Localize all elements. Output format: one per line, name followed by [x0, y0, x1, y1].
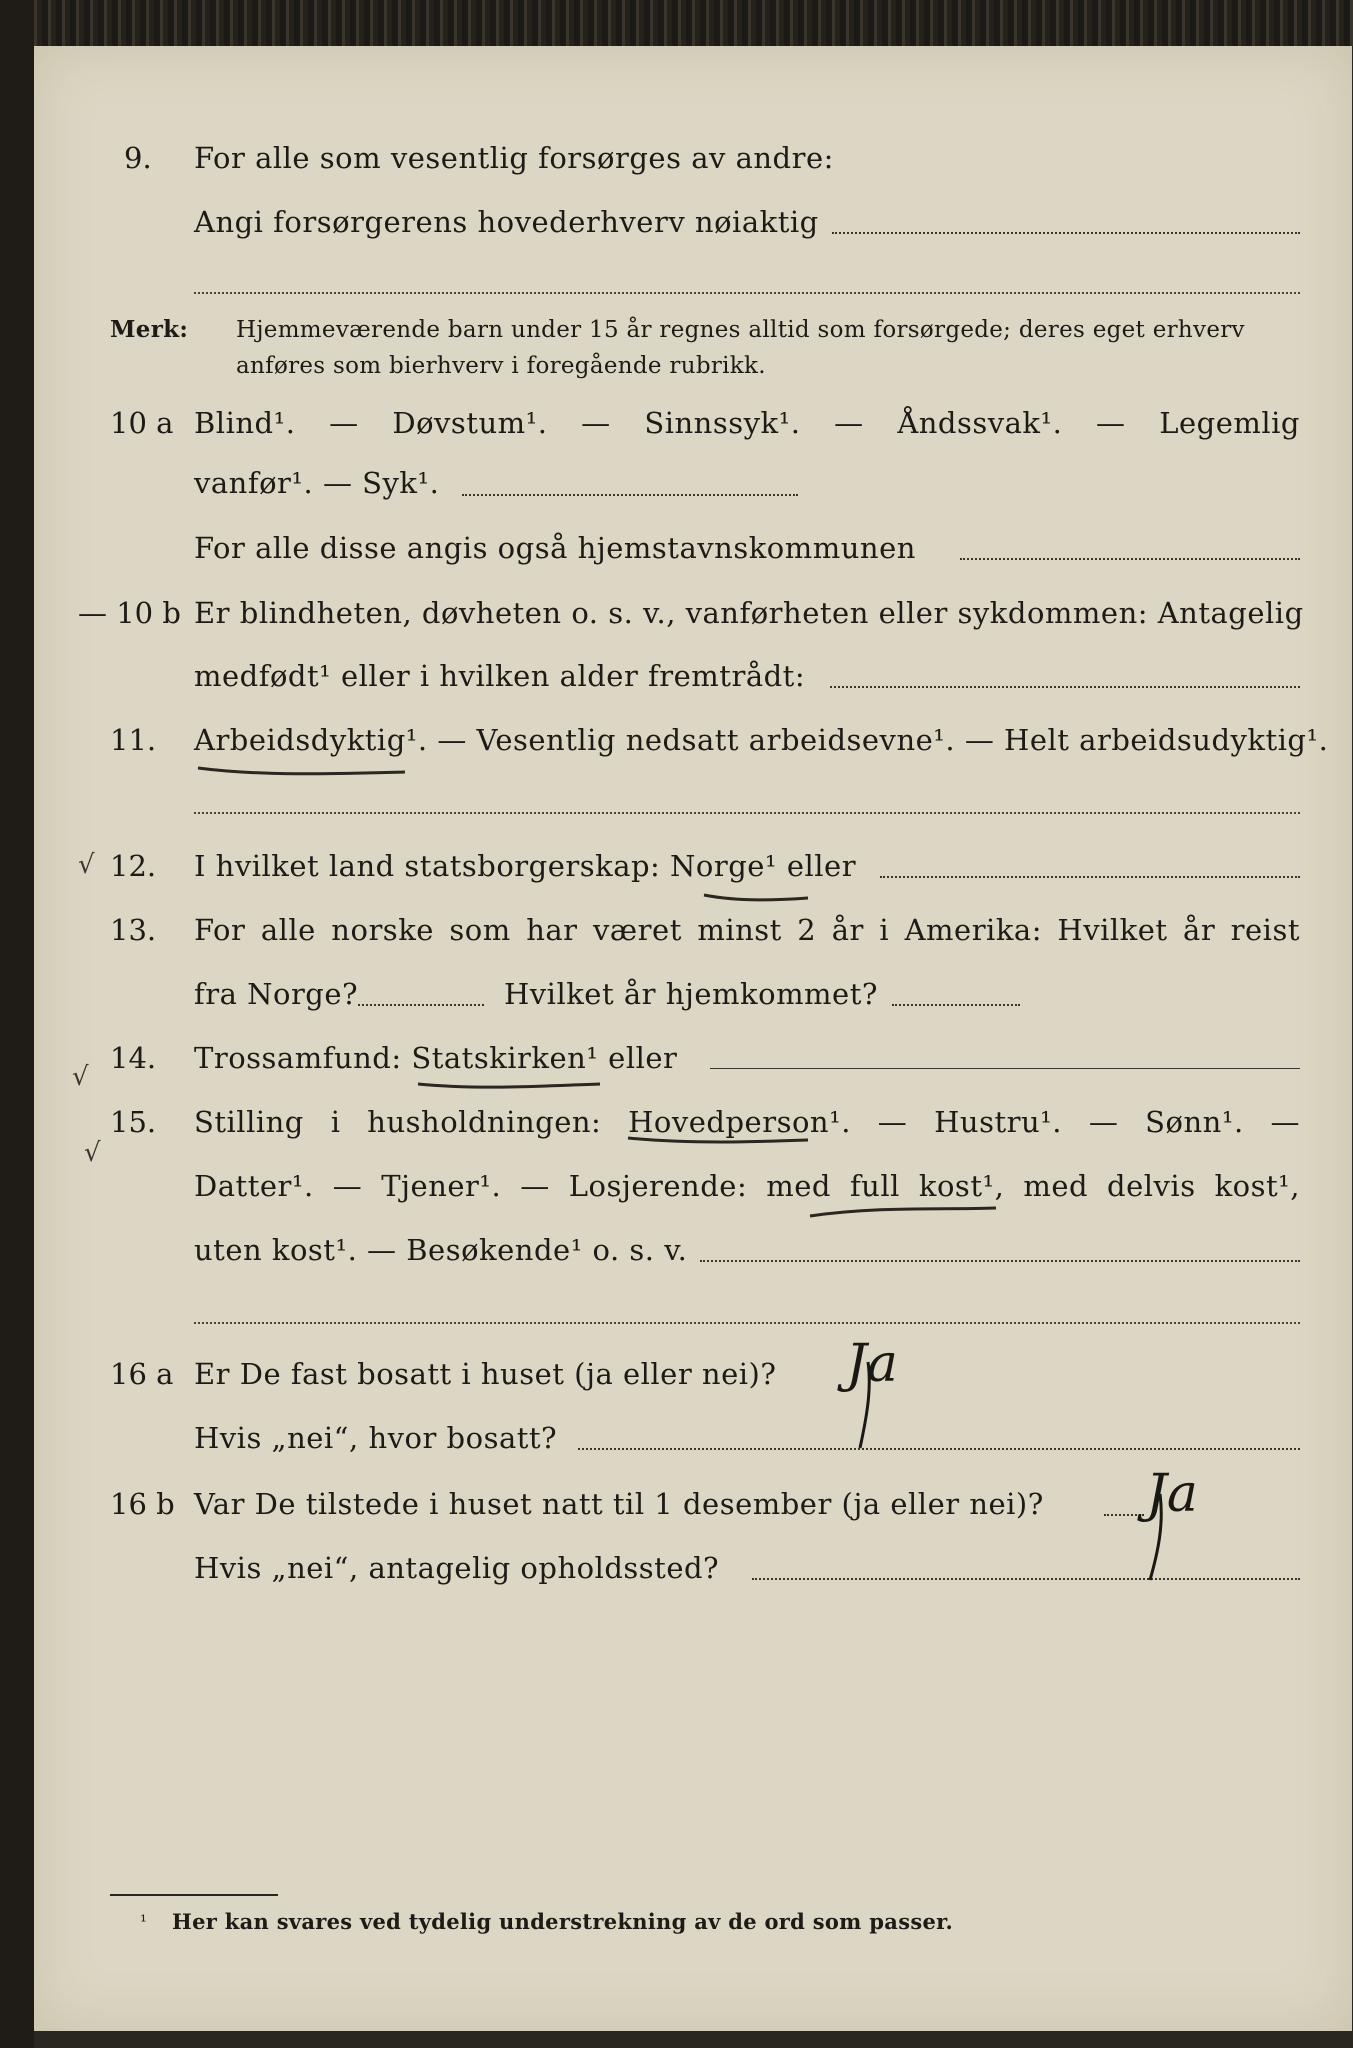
q14-number: 14.	[110, 1041, 157, 1075]
q16a-handwritten-answer: Ja	[846, 1334, 898, 1394]
footnote-mark: ¹	[140, 1912, 148, 1932]
merk-line1: Hjemmeværende barn under 15 år regnes alltid som forsørgede; deres eget erhverv	[236, 317, 1245, 343]
q12-number: 12.	[110, 849, 157, 883]
q9-line2: Angi forsørgerens hovederhverv nøiaktig	[194, 205, 819, 239]
q16b-handwritten-answer: Ja	[1146, 1464, 1198, 1524]
q15-number: 15.	[110, 1105, 157, 1139]
ja-stroke-16b	[1150, 1494, 1161, 1580]
ja-stroke-16a	[860, 1362, 869, 1448]
q16a-line2: Hvis „nei“, hvor bosatt?	[194, 1421, 558, 1455]
q13-line2a: fra Norge?	[194, 977, 359, 1011]
q11-number: 11.	[110, 723, 157, 757]
q15-line3: uten kost¹. — Besøkende¹ o. s. v.	[194, 1233, 688, 1267]
q13-number: 13.	[110, 913, 157, 947]
underline-arbeidsdyktig	[198, 768, 405, 774]
underline-statskirken	[418, 1084, 600, 1087]
q10b-line1: Er blindheten, døvheten o. s. v., vanførheten eller sykdommen: Antagelig	[194, 596, 1304, 630]
q10b-line2: medfødt¹ eller i hvilken alder fremtrådt:	[194, 659, 806, 693]
q16b-line1: Var De tilstede i huset natt til 1 desember (ja eller nei)?	[194, 1487, 1044, 1521]
underline-med-full-kost	[810, 1208, 996, 1216]
q10a-line2: vanfør¹. — Syk¹.	[194, 466, 440, 500]
underline-norge	[704, 895, 808, 900]
q10b-number: — 10 b	[78, 596, 181, 630]
q14-check-mark: √	[72, 1062, 89, 1092]
q14-line1: Trossamfund: Statskirken¹ eller	[194, 1041, 678, 1075]
q10a-line3: For alle disse angis også hjemstavnskommunen	[194, 531, 916, 565]
q15-line2: Datter¹. — Tjener¹. — Losjerende: med full kost¹, med delvis kost¹,	[194, 1169, 1300, 1203]
q13-line1: For alle norske som har været minst 2 år i Amerika: Hvilket år reist	[194, 913, 1300, 947]
q10a-line1: Blind¹. — Døvstum¹. — Sinnssyk¹. — Åndssvak¹. — Legemlig	[194, 406, 1300, 440]
q12-check-mark: √	[78, 850, 95, 880]
q9-line1: For alle som vesentlig forsørges av andre:	[194, 141, 834, 175]
q16b-number: 16 b	[110, 1487, 175, 1521]
q16a-number: 16 a	[110, 1357, 174, 1391]
underline-hovedperson	[628, 1138, 808, 1142]
merk-line2: anføres som bierhverv i foregående rubrikk.	[236, 353, 766, 379]
footnote-text: Her kan svares ved tydelig understrekning av de ord som passer.	[172, 1909, 954, 1934]
q15-check-mark: √	[84, 1138, 101, 1168]
q10a-number: 10 a	[110, 406, 174, 440]
q15-line1: Stilling i husholdningen: Hovedperson¹. — Hustru¹. — Sønn¹. —	[194, 1105, 1300, 1139]
merk-label: Merk:	[110, 316, 189, 343]
q11-line1: Arbeidsdyktig¹. — Vesentlig nedsatt arbeidsevne¹. — Helt arbeidsudyktig¹.	[194, 723, 1329, 757]
q16b-line2: Hvis „nei“, antagelig opholdssted?	[194, 1551, 720, 1585]
q9-number: 9.	[124, 141, 152, 175]
q16a-line1: Er De fast bosatt i huset (ja eller nei)?	[194, 1357, 777, 1391]
q12-line1: I hvilket land statsborgerskap: Norge¹ eller	[194, 849, 857, 883]
q13-line2b: Hvilket år hjemkommet?	[504, 977, 878, 1011]
